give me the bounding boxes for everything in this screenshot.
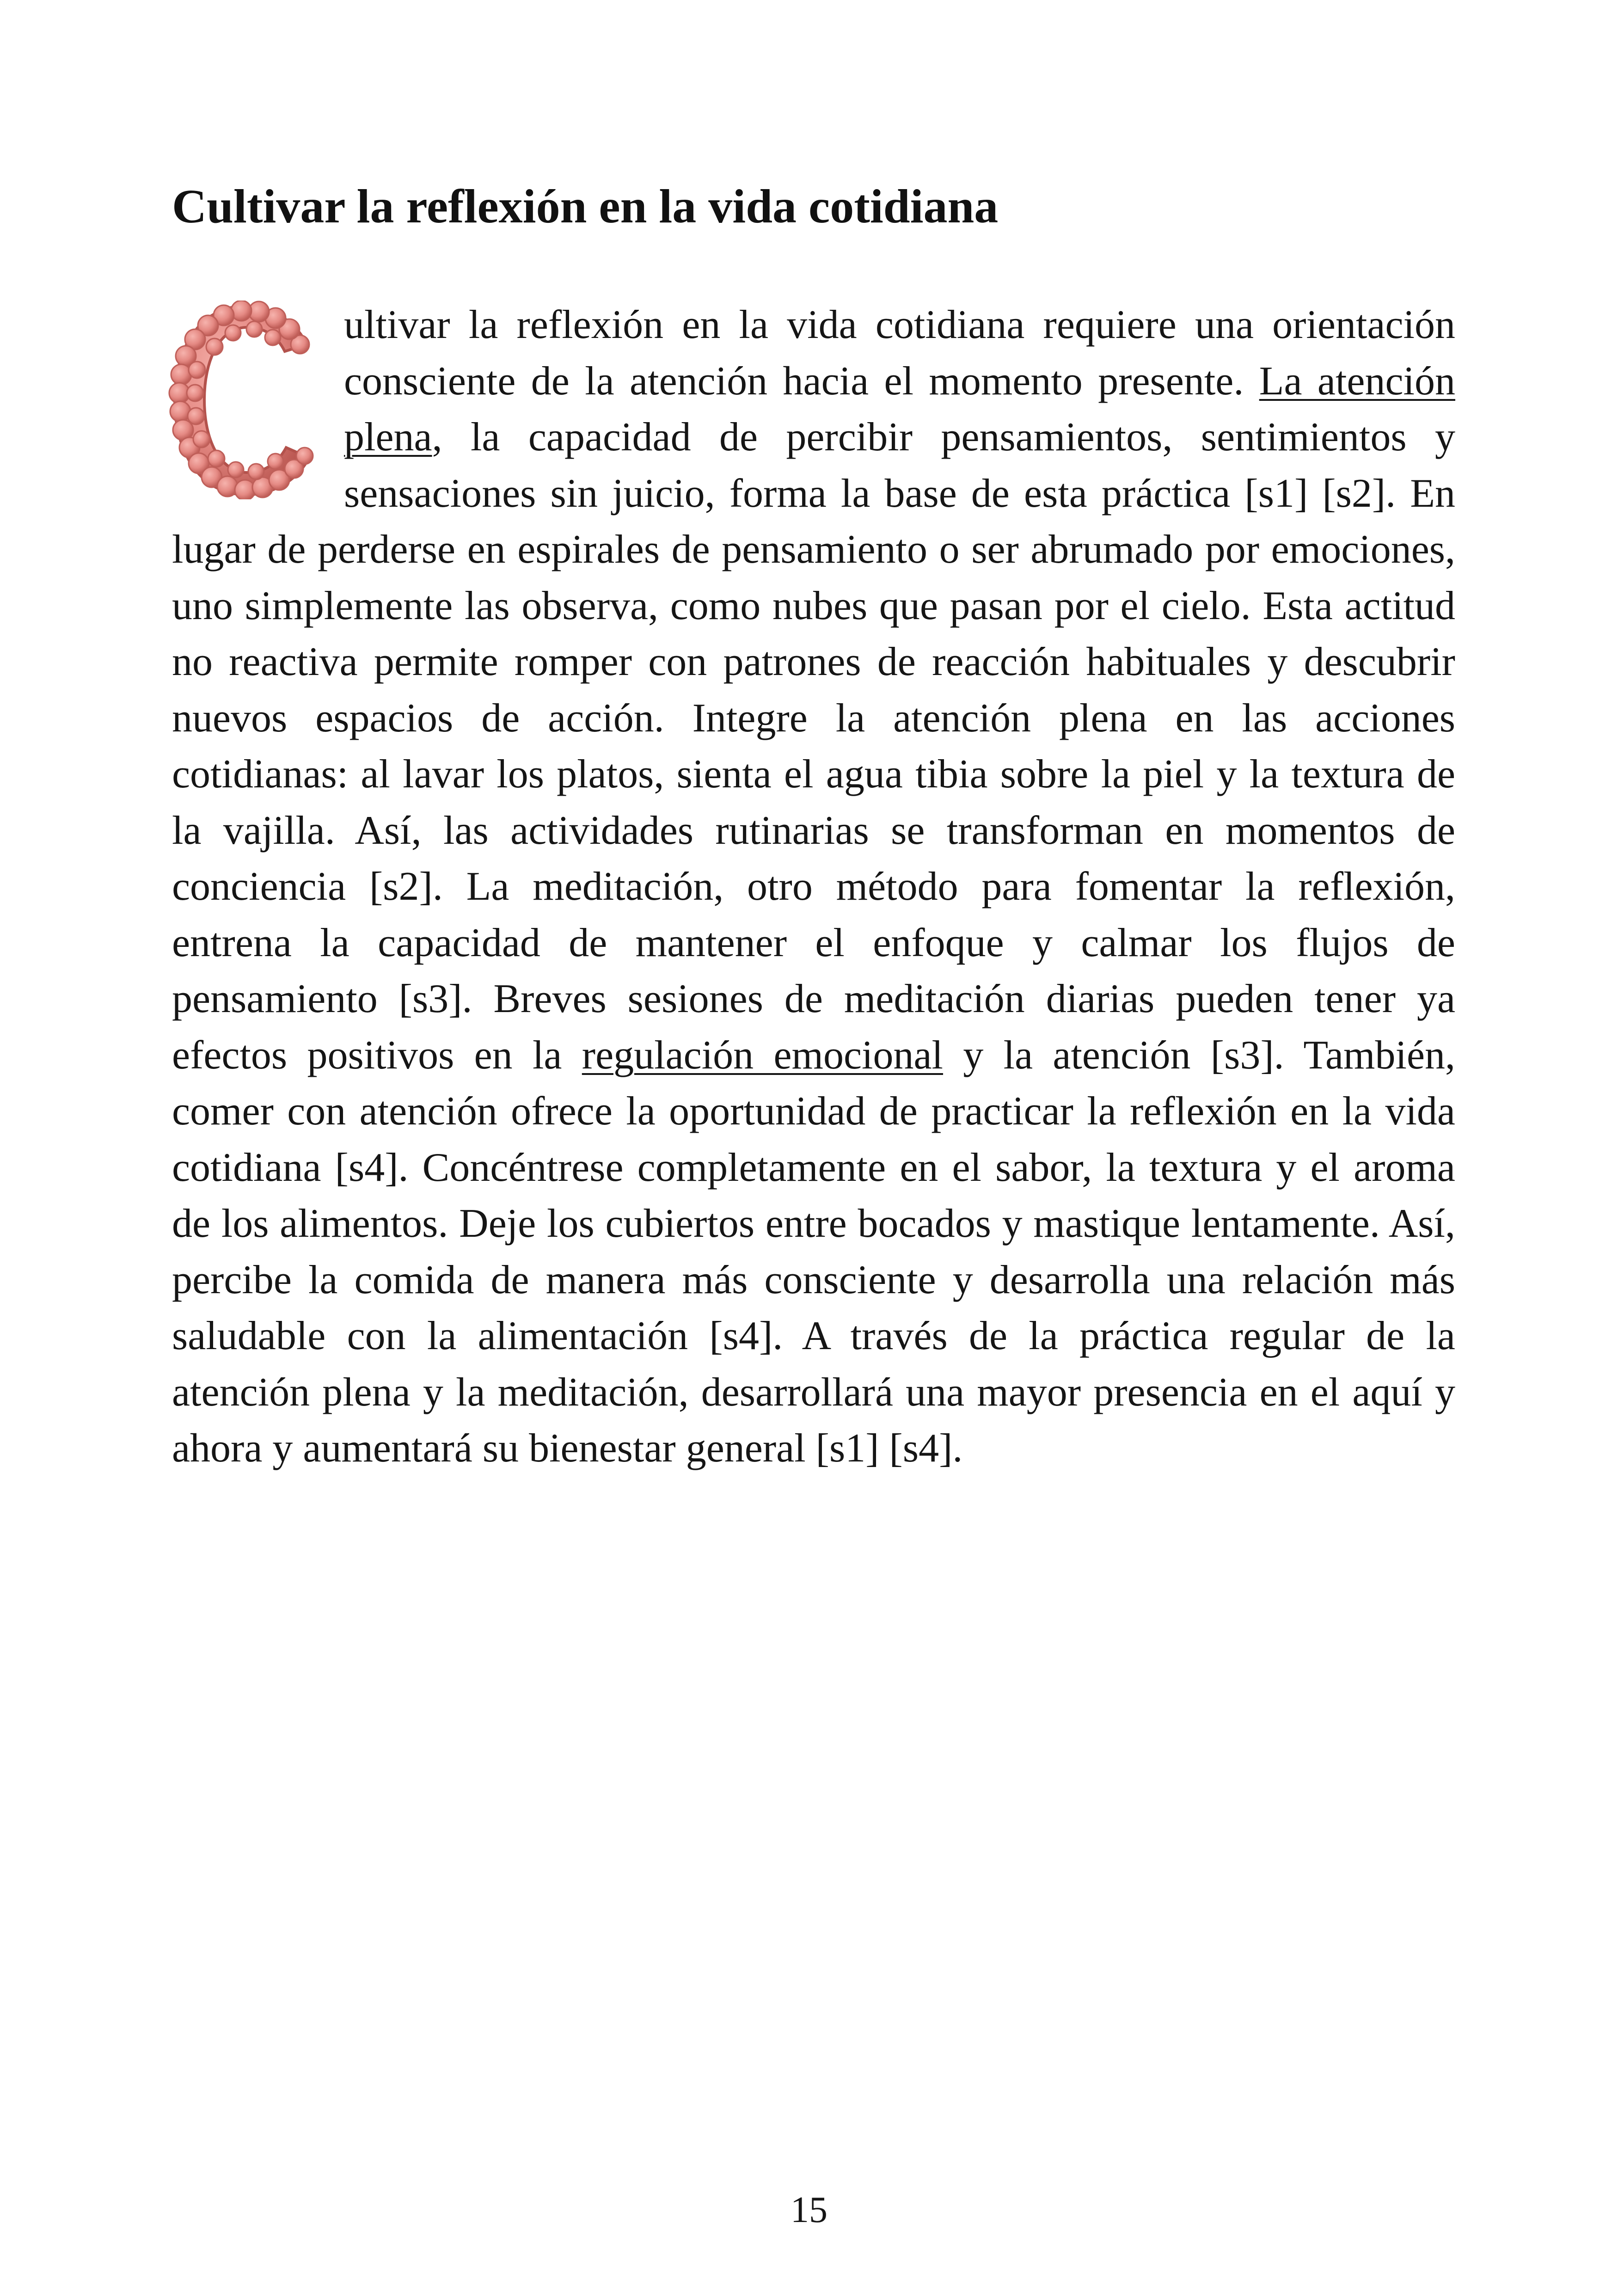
body-paragraph [172, 297, 1455, 1477]
page-number: 15 [791, 2190, 827, 2230]
page-title: Cultivar la reflexión en la vida cotidiana [172, 180, 999, 233]
body-text-part-1: ultivar la reflexión en la vida cotidiana requiere una orientación consciente de la atención hacia el momento presente. [344, 302, 1455, 404]
link-atencion-plena[interactable]: La atención plena [344, 358, 1455, 460]
body-text-part-2: , la capacidad de percibir pensamientos, sentimientos y sensaciones sin juicio, forma la base de esta práctica [s1] [s2]. En lugar de perderse en espirales de pensamiento o ser abrumado por emociones, uno simplemente las observa, como nubes que pasan por el cielo. Esta actitud no reactiva permite romper con patrones de reacción habituales y descubrir nuevos espacios de acción. Integre la atención plena en las acciones cotidianas: al lavar los platos, sienta el agua tibia sobre la piel y la textura de la vajilla. Así, las actividades rutinarias se transforman en momentos de conciencia [s2]. La meditación, otro método para fomentar la reflexión, entrena la capacidad de mantener el enfoque y calmar los flujos de pensamiento [s3]. Breves sesiones de meditación diarias pueden tener ya efectos positivos en la [172, 415, 1455, 1078]
link-regulacion-emocional[interactable]: regulación emocional [582, 1032, 944, 1078]
drop-cap-c [168, 297, 321, 504]
body-text-part-3: y la atención [s3]. También, comer con atención ofrece la oportunidad de practicar la reflexión en la vida cotidiana [s4]. Concéntrese completamente en el sabor, la textura y el aroma de los alimentos. Deje los cubiertos entre bocados y mastique lentamente. Así, percibe la comida de manera más consciente y desarrolla una relación más saludable con la alimentación [s4]. A través de la práctica regular de la atención plena y la meditación, desarrollará una mayor presencia en el aquí y ahora y aumentará su bienestar general [s1] [s4]. [172, 1032, 1455, 1471]
